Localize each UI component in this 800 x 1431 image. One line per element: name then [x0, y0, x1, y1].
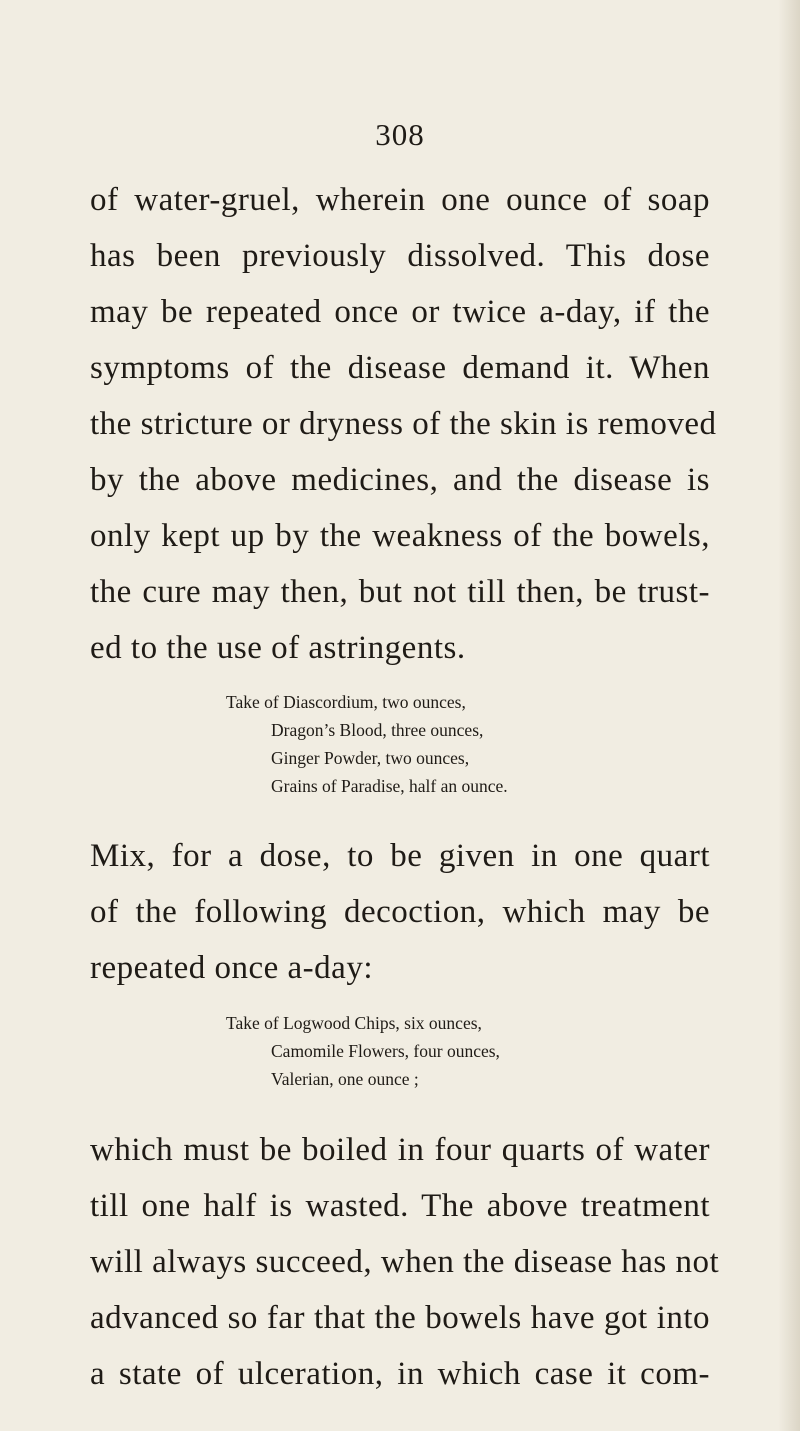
- text-line: the stricture or dryness of the skin is removed: [90, 406, 717, 442]
- text-line: may be repeated once or twice a-day, if the: [90, 294, 710, 330]
- text-line: ed to the use of astringents.: [90, 630, 466, 666]
- text-line: will always succeed, when the disease has not: [90, 1244, 720, 1280]
- text-line: by the above medicines, and the disease is: [90, 462, 710, 498]
- text-line: Mix, for a dose, to be given in one quart: [90, 838, 710, 874]
- recipe-line: Ginger Powder, two ounces,: [271, 748, 470, 768]
- text-line: the cure may then, but not till then, be trust-: [90, 574, 710, 610]
- recipe-line: Valerian, one ounce ;: [271, 1069, 419, 1089]
- recipe-line: Take of Diascordium, two ounces,: [226, 692, 466, 712]
- text-line: which must be boiled in four quarts of water: [90, 1132, 710, 1168]
- recipe-line: Grains of Paradise, half an ounce.: [271, 776, 508, 796]
- text-line: a state of ulceration, in which case it com-: [90, 1356, 710, 1392]
- text-line: of water-gruel, wherein one ounce of soap: [90, 182, 710, 218]
- recipe-line: Camomile Flowers, four ounces,: [271, 1041, 500, 1061]
- text-line: advanced so far that the bowels have got into: [90, 1300, 710, 1336]
- page-edge-shadow: [778, 0, 800, 1431]
- text-line: only kept up by the weakness of the bowels,: [90, 518, 710, 554]
- text-line: has been previously dissolved. This dose: [90, 238, 710, 274]
- recipe-line: Take of Logwood Chips, six ounces,: [226, 1013, 482, 1033]
- recipe-line: Dragon’s Blood, three ounces,: [271, 720, 484, 740]
- text-line: repeated once a-day:: [90, 950, 373, 986]
- text-line: of the following decoction, which may be: [90, 894, 710, 930]
- text-line: till one half is wasted. The above treatment: [90, 1188, 710, 1224]
- page-number: 308: [375, 117, 425, 152]
- text-line: symptoms of the disease demand it. When: [90, 350, 710, 386]
